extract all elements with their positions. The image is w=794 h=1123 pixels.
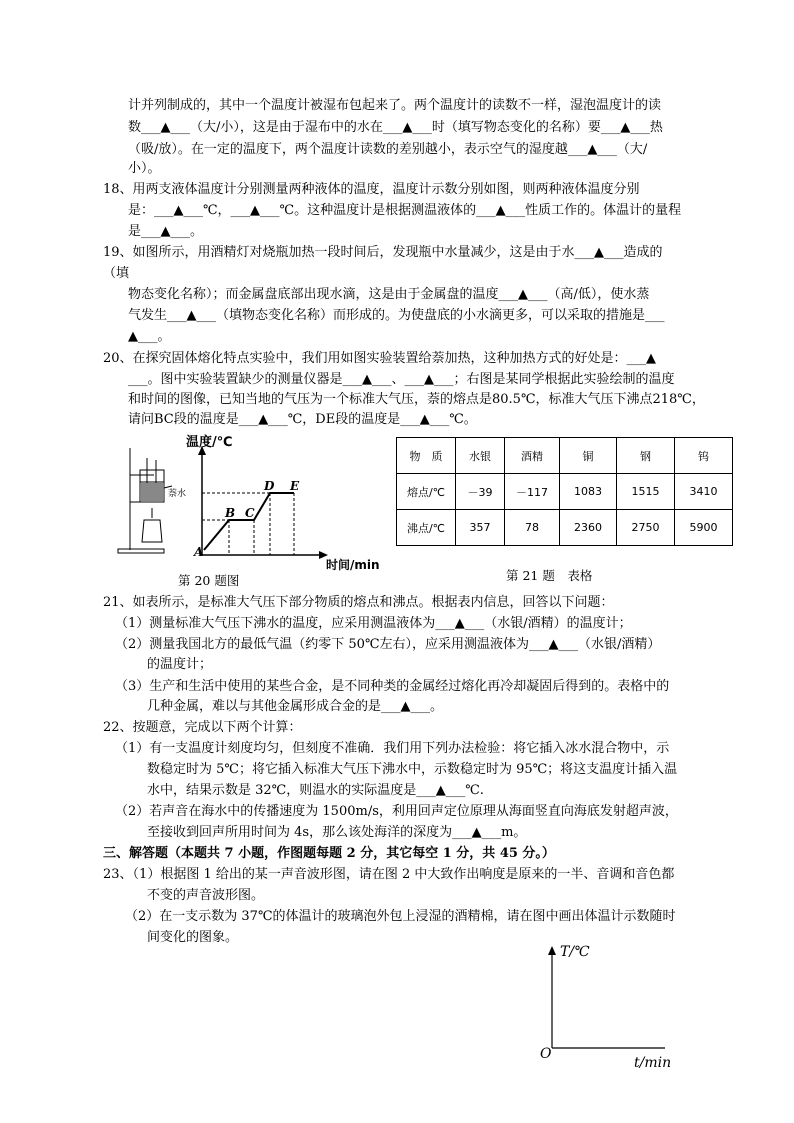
point-label-a: A [194,545,204,559]
text-line: 和时间的图像，已知当地的气压为一个标准大气压，萘的熔点是80.5℃，标准大气压下沸点218℃， [128,392,705,407]
section-heading: 三、解答题（本题共 7 小题，作图题每题 2 分，其它每空 1 分，共 45 分。） [103,846,555,861]
table-cell: 5900 [675,510,733,546]
text-line: 水中，结果示数是 32℃，则温水的实际温度是___▲___℃. [147,783,484,798]
text-line: （3）生产和生活中使用的某些合金，是不同种类的金属经过熔化再冷却凝固后得到的。表格中的 [115,679,670,694]
text-line: 是：___▲___℃，___▲___℃。这种温度计是根据测温液体的___▲___性质工作的。体温计的量程 [128,203,682,218]
table-cell: 357 [456,510,505,546]
text-line: 请问BC段的温度是___▲___℃，DE段的温度是___▲___℃。 [128,412,477,427]
text-line: 的温度计； [147,657,213,672]
question-22: 22、按题意，完成以下两个计算： [103,720,302,735]
table-cell: 沸点/℃ [397,510,456,546]
figure-23-axes [530,938,680,1071]
text-line: （1）有一支温度计刻度均匀，但刻度不准确．我们用下列办法检验：将它插入冰水混合物中，示 [115,741,670,756]
text-line: 计并列制成的，其中一个温度计被湿布包起来了。两个温度计的读数不一样，湿泡温度计的读 [128,98,662,113]
table-21-caption: 第 21 题 表格 [506,568,593,583]
table-cell: 钨 [675,438,733,474]
y-axis-label: T/℃ [560,944,590,960]
point-label-b: B [225,506,236,520]
table-cell: 78 [505,510,560,546]
text-line: 至接收到回声所用时间为 4s，那么该处海洋的深度为___▲___m。 [147,825,527,840]
table-row [397,474,733,510]
table-cell: 2750 [617,510,675,546]
text-line: 间变化的图象。 [147,930,239,945]
table-cell: 1515 [617,474,675,510]
point-label-c: C [245,506,255,520]
text-line: （2）在一支示数为 37℃的体温计的玻璃泡外包上浸湿的酒精棉，请在图中画出体温计示数随时 [125,909,676,924]
melting-boiling-table [396,437,733,546]
text-line: ___。图中实验装置缺少的测量仪器是___▲___、___▲___；右图是某同学根据此实验绘制的温度 [128,372,675,387]
table-cell: 2360 [560,510,617,546]
table-cell: －39 [456,474,505,510]
text-line: 是___▲___。 [128,224,203,239]
table-cell: 酒精 [505,438,560,474]
table-cell: 物 质 [397,438,456,474]
table-cell: －117 [505,474,560,510]
y-axis-label: 温度/℃ [186,435,233,450]
text-line: （2）测量我国北方的最低气温（约零下 50℃左右），应采用测温液体为___▲___（水银/酒精） [115,637,661,652]
text-line: 几种金属，难以与其他金属形成合金的是___▲___。 [147,699,443,714]
text-line: 数稳定时为 5℃；将它插入标准大气压下沸水中，示数稳定时为 95℃；将这支温度计插入温 [147,762,678,777]
x-axis-label: t/min [634,1055,672,1071]
question-20: 20、在探究固体熔化特点实验中，我们用如图实验装置给萘加热，这种加热方式的好处是：___▲ [103,351,657,366]
text-line: 小）。 [128,161,161,176]
question-23: 23、（1）根据图 1 给出的某一声音波形图，请在图 2 中大致作出响度是原来的一半、音调和音色都 [103,867,675,882]
text-line: （吸/放）。在一定的温度下，两个温度计读数的差别越小，表示空气的湿度越___▲___（大/ [128,142,648,157]
apparatus-label: 萘水 [168,489,187,499]
table-row [397,510,733,546]
text-line: 物态变化名称）；而金属盘底部出现水滴，这是由于金属盘的温度___▲___（高/低），使水蒸 [128,287,650,302]
text-line: 气发生___▲___（填物态变化名称）而形成的。为使盘底的小水滴更多，可以采取的措施是___ [128,308,665,323]
question-21: 21、如表所示，是标准大气压下部分物质的熔点和沸点。根据表内信息，回答以下问题： [103,595,614,610]
table-cell: 钢 [617,438,675,474]
point-label-d: D [264,479,275,493]
figure-20 [112,430,380,572]
temperature-time-graph [186,434,380,572]
question-18: 18、用两支液体温度计分别测量两种液体的温度，温度计示数分别如图，则两种液体温度分别 [103,182,640,197]
table-cell: 铜 [560,438,617,474]
text-line: （1）测量标准大气压下沸水的温度，应采用测温液体为___▲___（水银/酒精）的温度计； [115,616,632,631]
x-axis-label: 时间/min [326,558,380,572]
text-line: 不变的声音波形图。 [147,888,265,903]
origin-label: O [540,1046,552,1062]
table-cell: 熔点/℃ [397,474,456,510]
text-line: （填 [103,266,130,281]
text-line: （2）若声音在海水中的传播速度为 1500m/s，利用回声定位原理从海面竖直向海底发射超声波， [115,804,678,819]
table-cell: 1083 [560,474,617,510]
table-cell: 3410 [675,474,733,510]
question-19: 19、如图所示，用酒精灯对烧瓶加热一段时间后，发现瓶中水量减少，这是由于水___▲___造成的 [103,245,663,260]
text-line: 数___▲___（大/小），这是由于湿布中的水在___▲___时（填写物态变化的名称）要___▲___热 [128,120,663,135]
table-cell: 水银 [456,438,505,474]
table-header-row [397,438,733,474]
text-line: ▲___。 [128,329,171,344]
figure-20-caption: 第 20 题图 [178,573,240,588]
point-label-e: E [290,479,300,493]
